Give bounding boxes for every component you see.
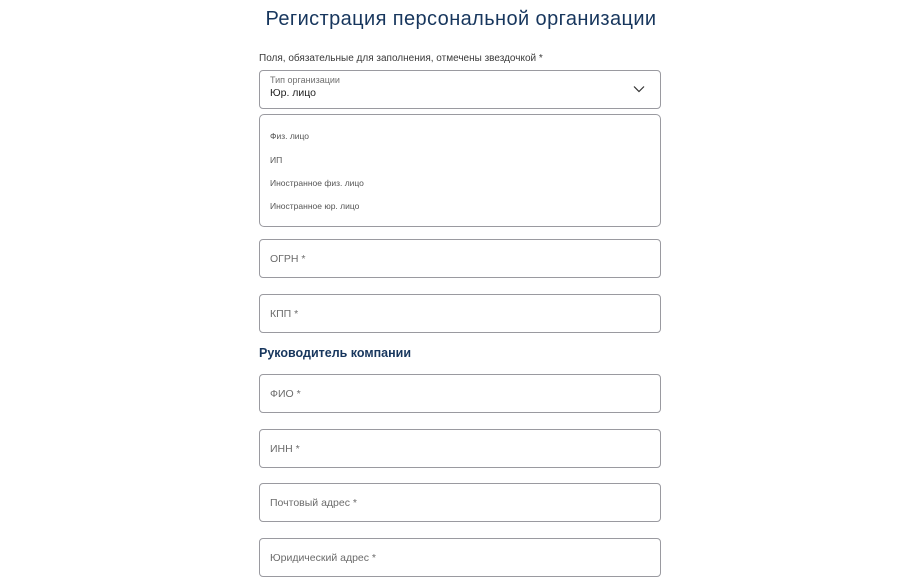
org-type-option-foreign-legal[interactable]: Иностранное юр. лицо [270, 201, 360, 211]
org-type-option-individual[interactable]: Физ. лицо [270, 131, 310, 141]
org-type-select[interactable] [259, 70, 661, 109]
kpp-placeholder: КПП * [270, 307, 299, 320]
kpp-field[interactable] [259, 294, 661, 333]
ogrn-field[interactable] [259, 239, 661, 278]
org-type-option-foreign-individual[interactable]: Иностранное физ. лицо [270, 178, 364, 188]
inn-field[interactable] [259, 429, 661, 468]
fio-placeholder: ФИО * [270, 387, 301, 400]
manager-section-title: Руководитель компании [259, 346, 412, 360]
page-title: Регистрация персональной организации [265, 8, 657, 30]
org-type-dropdown [259, 114, 661, 227]
legal-address-placeholder: Юридический адрес * [270, 551, 377, 564]
postal-address-field[interactable] [259, 483, 661, 522]
chevron-down-icon[interactable] [633, 83, 645, 95]
legal-address-field[interactable] [259, 538, 661, 577]
postal-address-placeholder: Почтовый адрес * [270, 496, 357, 509]
ogrn-placeholder: ОГРН * [270, 252, 306, 265]
inn-placeholder: ИНН * [270, 442, 300, 455]
org-type-label: Тип организации [270, 75, 340, 85]
fio-field[interactable] [259, 374, 661, 413]
required-fields-hint: Поля, обязательные для заполнения, отмечены звездочкой * [259, 53, 543, 64]
org-type-option-ip[interactable]: ИП [270, 155, 283, 165]
org-type-value: Юр. лицо [270, 87, 317, 99]
